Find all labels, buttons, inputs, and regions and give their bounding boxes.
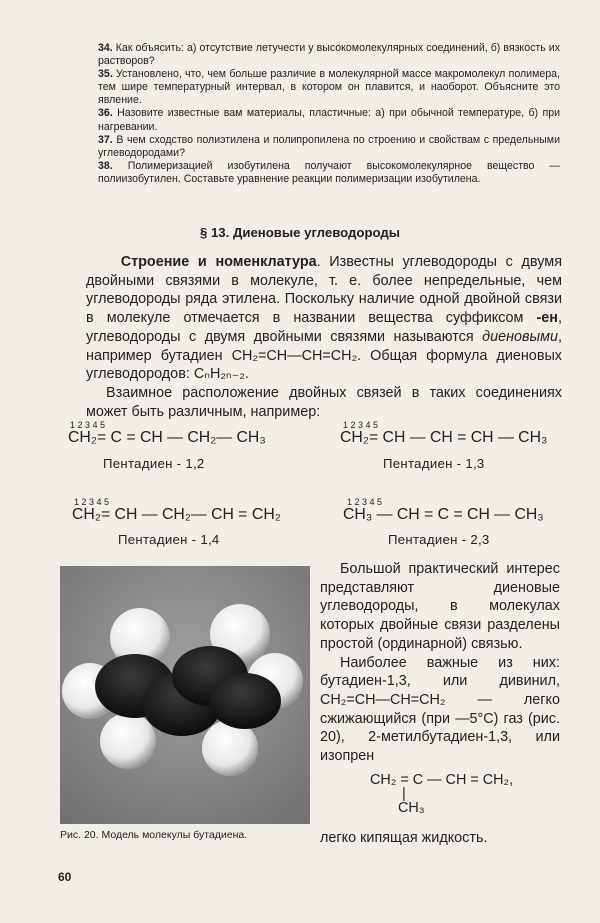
carbon-numbering: 1 2 3 4 5 [74,497,110,507]
label-pentadiene-2-3: Пентадиен - 2,3 [388,532,490,547]
carbon-atom [209,673,281,729]
hydrogen-atom [100,713,156,769]
question: 38. Полимеризацией изобутилена получают высокомолекулярное вещество — полиизобутилен. Составьте уравнение реакции полимеризации изобутилена. [98,159,561,185]
question: 34. Как объясить: а) отсутствие летучести у высокомолекулярных соединений, б) вязкость их растворов? [98,42,560,68]
carbon-numbering: 1 2 3 4 5 [70,420,106,430]
molecule-model-image [60,566,310,824]
paragraph-lead: Строение и номенклатура [120,254,317,270]
carbon-numbering: 1 2 3 4 5 [343,420,379,430]
label-pentadiene-1-4: Пентадиен - 1,4 [118,532,220,547]
isoprene-methyl-branch: CH₃ [398,800,425,816]
paragraph-important-dienes: Наиболее важные из них: бутадиен-1,3, или дивинил, CH₂=CH—CH=CH₂ — легко сжижающийся (при —5°C) газ (рис. 20), 2-метилбутадиен-1,3, или изопрен [320,654,560,765]
formula-pentadiene-1-2: CH₂= C = CH — CH₂— CH₃ [68,429,266,446]
label-pentadiene-1-3: Пентадиен - 1,3 [383,456,485,471]
question: 37. В чем сходство полиэтилена и полипропилена по строению и свойствам с предельными углеводородами? [98,133,561,159]
butadiene-model-photo [60,566,310,824]
exercise-questions [98,42,560,186]
paragraph-arrangement: Взаимное расположение двойных связей в таких соединениях может быть различным, например: [86,384,562,420]
question: 35. Установлено, что, чем больше различие в молекулярной массе макромолекул полимера, тем шире температурный интервал, в котором он плавится, и наоборот. Объясните это явление. [98,68,560,107]
formula-pentadiene-1-3: CH₂= CH — CH = CH — CH₃ [340,429,548,446]
formula-pentadiene-1-4: CH₂= CH — CH₂— CH = CH₂ [72,506,281,523]
carbon-numbering: 1 2 3 4 5 [347,497,383,507]
paragraph-conjugated: Большой практический интерес представляют диеновые углеводороды, в молекулах которых двойные связи разделены простой (ординарной) связью. [320,561,560,652]
formula-pentadiene-2-3: CH₃ — CH = C = CH — CH₃ [343,506,544,523]
isoprene-main-chain: CH₂ = C — CH = CH₂, [370,772,514,788]
paragraph-continuation: легко кипящая жидкость. [320,830,488,846]
label-pentadiene-1-2: Пентадиен - 1,2 [103,456,205,471]
right-column-text [320,560,560,766]
question: 36. Назовите известные вам материалы, пластичные: а) при обычной температуре, б) при нагревании. [98,107,561,133]
paragraph-structure: Строение и номенклатура. Известны углеводороды с двумя двойными связями в молекуле, т. е. более непредельные, чем углеводороды ряда этилена. Поскольку наличие одной двойной связи в молекуле отмечается в названии вещества суффиксом -ен, углеводороды с двумя двойными связями называются диеновыми, например бутадиен CH₂=CH—CH=CH₂. Общая формула диеновых углеводородов: CₙH₂ₙ₋₂. Взаимное расположение двойных связей в таких соединениях может быть различным, например: [86,254,562,420]
branch-bond: | [402,786,406,802]
figure-caption: Рис. 20. Модель молекулы бутадиена. [60,829,248,841]
section-heading: § 13. Диеновые углеводороды [199,225,401,240]
term-dienes: диеновыми [482,328,558,345]
page-number: 60 [58,870,72,884]
isoprene-structure [370,772,513,816]
